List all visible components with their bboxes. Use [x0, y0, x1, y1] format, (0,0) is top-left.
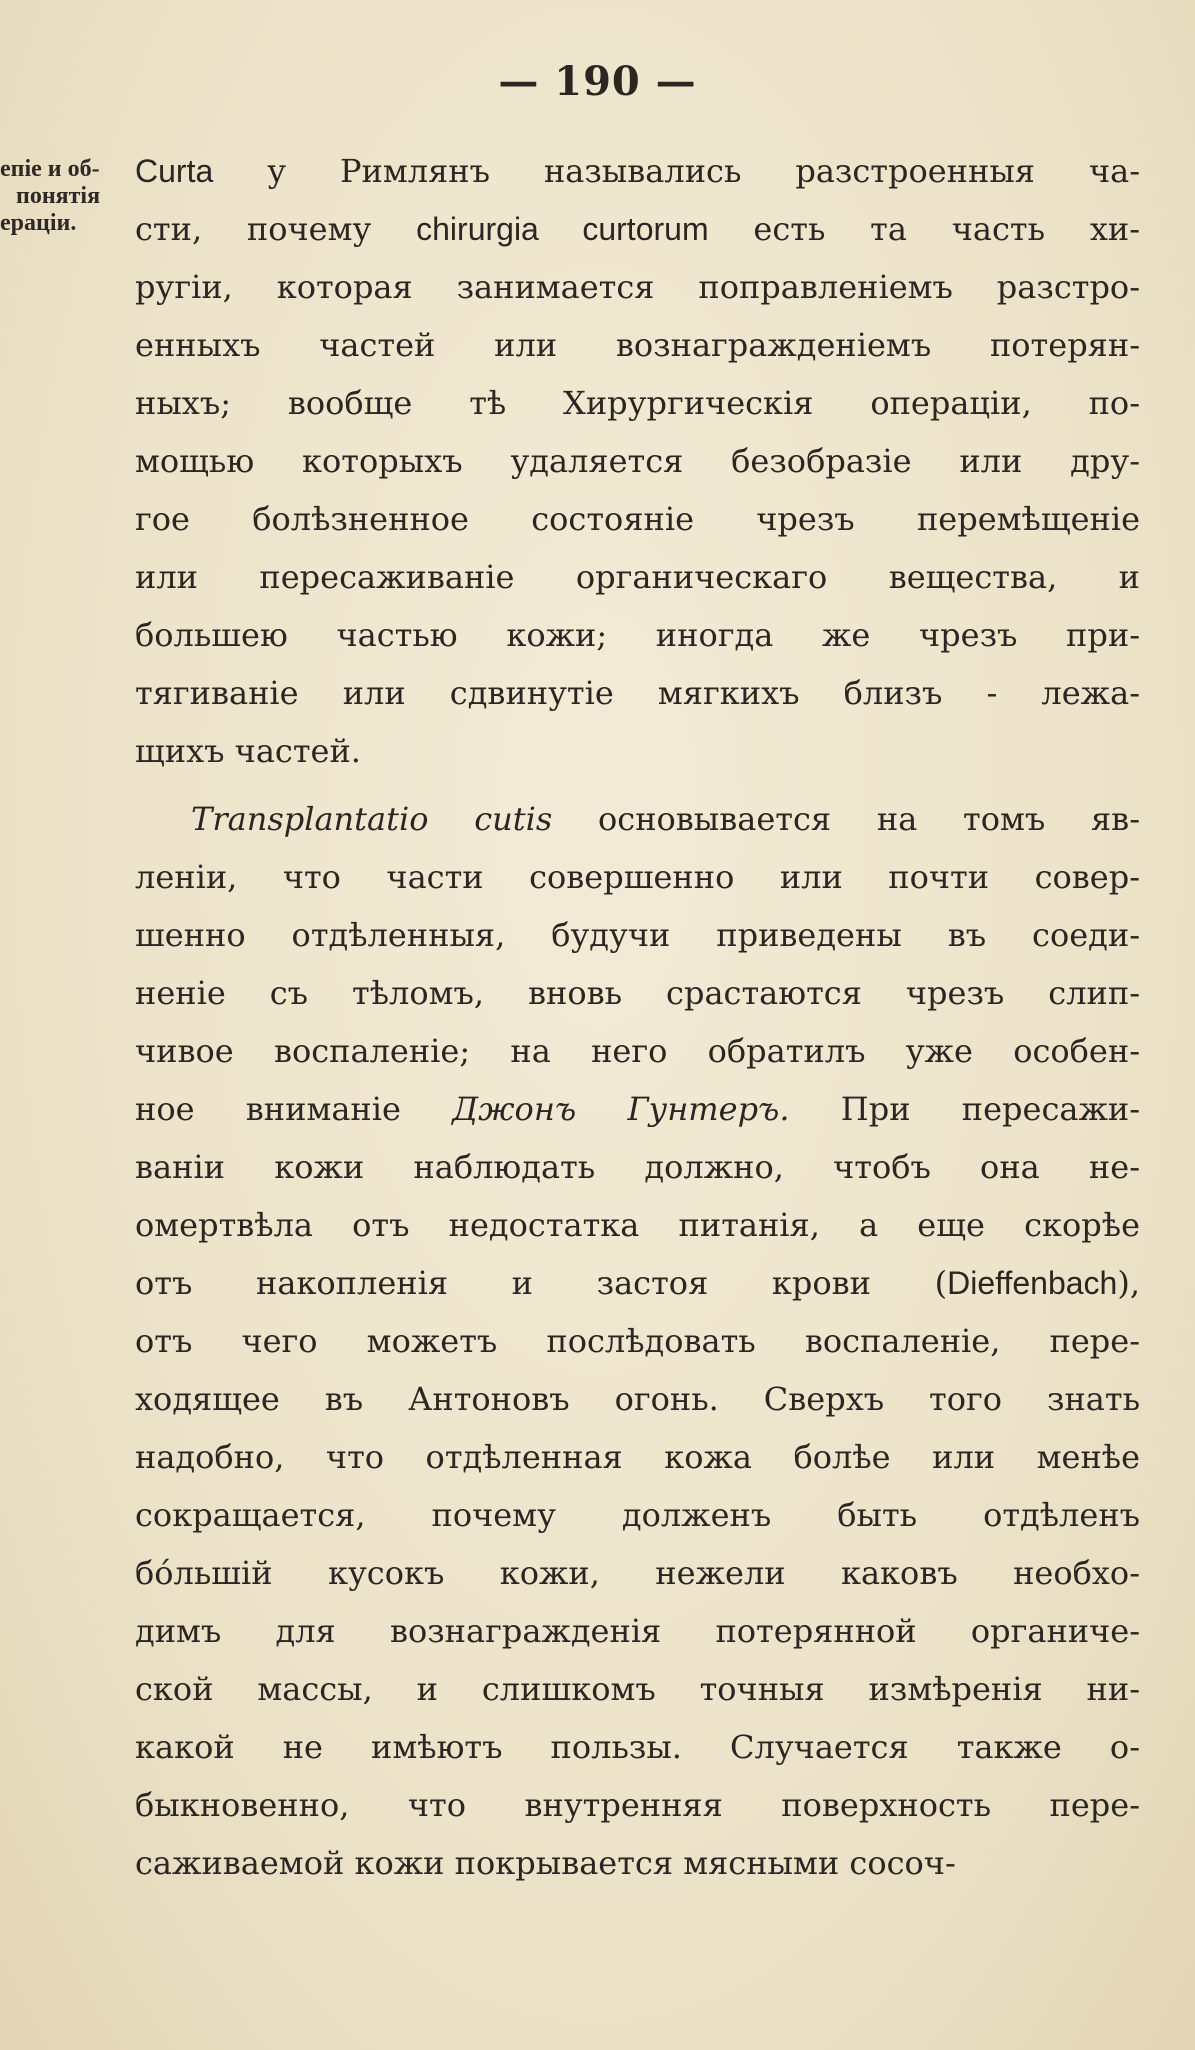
text-run: ругіи, которая занимается поправленіемъ разстро- [135, 268, 1140, 306]
text-line [135, 1834, 1140, 1892]
text-run: мощью которыхъ удаляется безобразіе или дру- [135, 442, 1140, 480]
text-run: шенно отдѣленныя, будучи приведены въ соеди- [135, 916, 1140, 954]
paragraph [135, 790, 1140, 1892]
margin-note-line: понятія [16, 183, 101, 209]
text-line [135, 1022, 1140, 1080]
text-line [135, 200, 1140, 258]
text-line [135, 1486, 1140, 1544]
margin-note [0, 156, 128, 237]
text-line [135, 1660, 1140, 1718]
text-line [135, 1312, 1140, 1370]
text-line [135, 1602, 1140, 1660]
text-line [135, 1196, 1140, 1254]
text-line [135, 848, 1140, 906]
text-run: димъ для вознагражденія потерянной органиче- [135, 1612, 1140, 1650]
text-run: неніе съ тѣломъ, вновь срастаются чрезъ слип- [135, 974, 1140, 1012]
text-run: бо́льшій кусокъ кожи, нежели каковъ необхо- [135, 1554, 1140, 1592]
text-line [135, 606, 1140, 664]
italic-text: Transplantatio cutis [191, 800, 553, 838]
italic-text: Джонъ Гунтеръ. [452, 1090, 790, 1128]
paragraph-gap [135, 780, 1140, 790]
text-line [135, 258, 1140, 316]
body-text [135, 142, 1140, 1892]
text-run: щихъ частей. [135, 732, 361, 770]
text-line [135, 548, 1140, 606]
text-run: отъ накопленія и застоя крови ( [135, 1264, 948, 1302]
text-line [135, 1254, 1140, 1312]
text-run: большею частью кожи; иногда же чрезъ при- [135, 616, 1140, 654]
text-run: у Римлянъ назывались разстроенныя ча- [213, 152, 1140, 190]
text-line [135, 374, 1140, 432]
text-run: омертвѣла отъ недостатка питанія, а еще скорѣе [135, 1206, 1140, 1244]
text-line [135, 1370, 1140, 1428]
text-run: ваніи кожи наблюдать должно, чтобъ она не- [135, 1148, 1140, 1186]
margin-note-line: ераціи. [0, 210, 77, 236]
text-run: какой не имѣютъ пользы. Случается также о- [135, 1728, 1140, 1766]
text-line [135, 1428, 1140, 1486]
text-line [135, 1138, 1140, 1196]
text-run: саживаемой кожи покрывается мясными сосоч- [135, 1844, 956, 1882]
text-run: енныхъ частей или вознагражденіемъ потерян- [135, 326, 1140, 364]
text-run: ской массы, и слишкомъ точныя измѣренія ни- [135, 1670, 1140, 1708]
text-run: быкновенно, что внутренняя поверхность пере- [135, 1786, 1140, 1824]
text-run: или пересаживаніе органическаго вещества, и [135, 558, 1140, 596]
text-line [135, 1544, 1140, 1602]
text-line [135, 316, 1140, 374]
text-run: надобно, что отдѣленная кожа болѣе или менѣе [135, 1438, 1140, 1476]
text-run: ходящее въ Антоновъ огонь. Сверхъ того знать [135, 1380, 1140, 1418]
text-run: сокращается, почему долженъ быть отдѣленъ [135, 1496, 1140, 1534]
text-run: леніи, что части совершенно или почти совер- [135, 858, 1140, 896]
text-line [135, 664, 1140, 722]
text-run: сти, почему [135, 210, 417, 248]
text-line [135, 432, 1140, 490]
latin-term: chirurgia curtorum [416, 211, 709, 247]
text-run: При пересажи- [789, 1090, 1140, 1128]
text-run: есть та часть хи- [708, 210, 1140, 248]
text-run: ), [1117, 1264, 1140, 1302]
page-number: — 190 — [498, 58, 697, 105]
text-line [135, 1080, 1140, 1138]
text-line [135, 964, 1140, 1022]
text-line [135, 722, 1140, 780]
paragraph [135, 142, 1140, 780]
latin-term: Dieffenbach [947, 1265, 1118, 1301]
text-line [135, 906, 1140, 964]
text-line [135, 790, 1140, 848]
text-line [135, 490, 1140, 548]
text-line [135, 1718, 1140, 1776]
text-run: ныхъ; вообще тѣ Хирургическія операціи, по- [135, 384, 1140, 422]
margin-note-line: епіе и об- [0, 156, 100, 182]
text-run: тягиваніе или сдвинутіе мягкихъ близъ - лежа- [135, 674, 1140, 712]
text-run: гое болѣзненное состояніе чрезъ перемѣщеніе [135, 500, 1140, 538]
text-run: чивое воспаленіе; на него обратилъ уже особен- [135, 1032, 1140, 1070]
text-run: ное вниманіе [135, 1090, 453, 1128]
text-line [135, 1776, 1140, 1834]
text-run: основывается на томъ яв- [552, 800, 1140, 838]
latin-term: Curta [135, 153, 214, 189]
text-line [135, 142, 1140, 200]
text-run: отъ чего можетъ послѣдовать воспаленіе, пере- [135, 1322, 1140, 1360]
